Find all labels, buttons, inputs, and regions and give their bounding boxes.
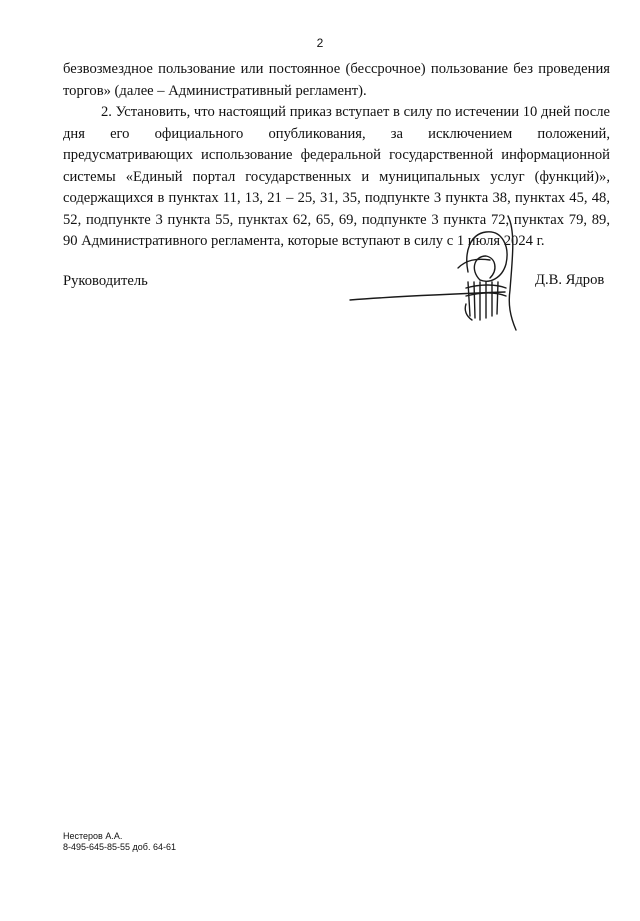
signer-name: Д.В. Ядров <box>535 272 605 288</box>
paragraph-2: 2. Установить, что настоящий приказ вступает в силу по истечении 10 дней после дня его официального опубликования, за исключением положений, предусматривающих использование федеральной государственной информационной системы «Единый портал государственных и муниципальных услуг (функций)», содержащихся в пунктах 11, 13, 21 – 25, 31, 35, подпункте 3 пункта 38, пунктах 45, 48, 52, подпункте 3 пункта 55, пунктах 62, 65, 69, подпункте 3 пункта 72, пунктах 79, 89, 90 Административного регламента, которые вступают в силу с 1 июля 2024 г. <box>63 104 610 249</box>
signer-title: Руководитель <box>63 273 148 289</box>
executor-phone: 8-495-645-85-55 доб. 64-61 <box>63 842 176 852</box>
executor-name: Нестеров А.А. <box>63 831 123 841</box>
page-number: 2 <box>316 36 324 50</box>
paragraph-1: безвозмездное пользование или постоянное (бессрочное) пользование без проведения торгов» (далее – Административный регламент). <box>63 61 610 99</box>
executor-info <box>63 831 176 853</box>
handwritten-signature <box>340 212 540 332</box>
